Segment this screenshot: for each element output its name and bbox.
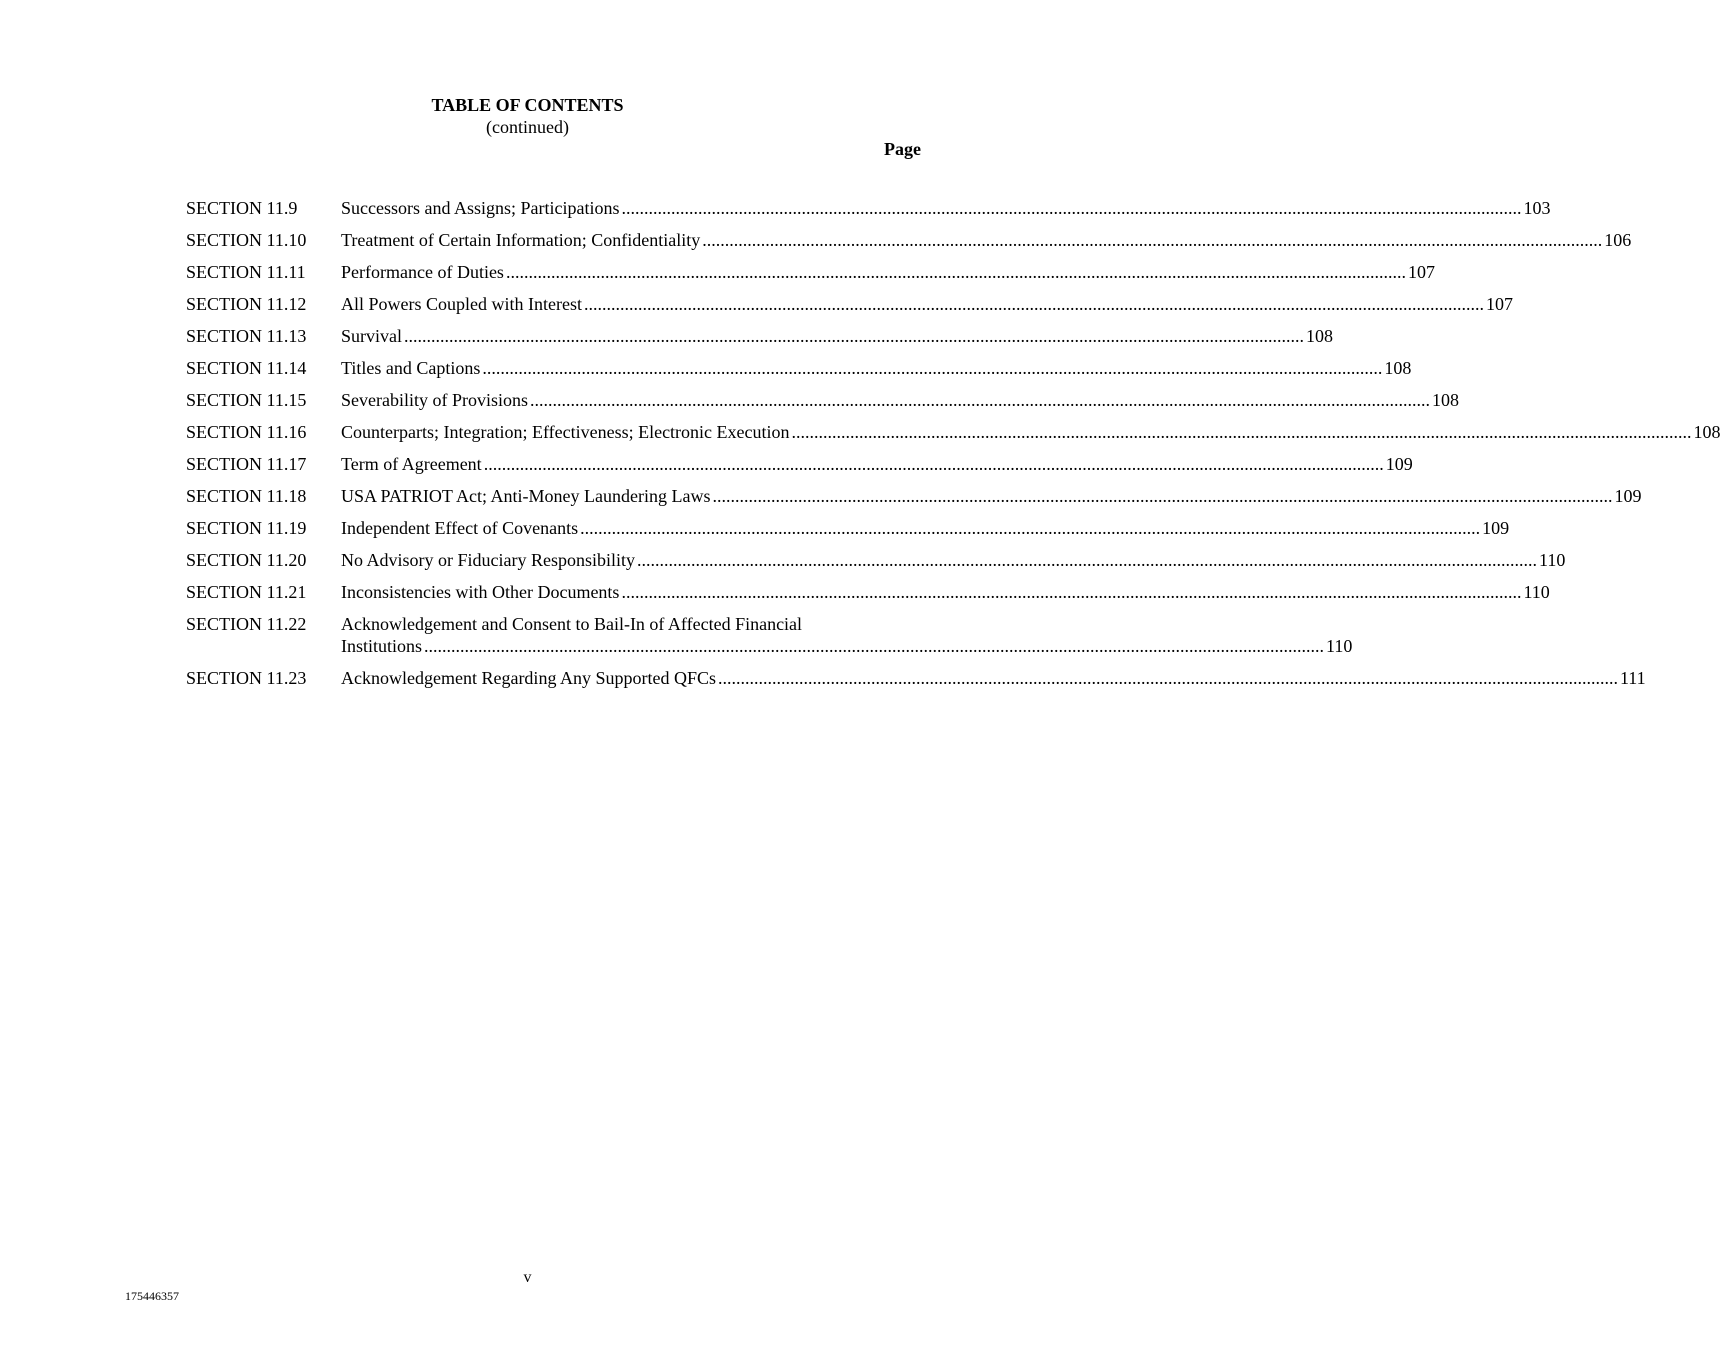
title-line — [341, 581, 1550, 603]
section-title: Term of Agreement — [341, 454, 482, 474]
section-body — [341, 485, 1642, 507]
page-number: 110 — [1539, 550, 1566, 570]
page-number: 108 — [1306, 326, 1333, 346]
toc-entry[interactable] — [186, 485, 1642, 507]
toc-title: TABLE OF CONTENTS — [431, 95, 624, 115]
dot-leader — [718, 667, 1618, 689]
page-number: 107 — [1407, 262, 1435, 282]
section-title: No Advisory or Fiduciary Responsibility — [341, 550, 635, 570]
section-number: SECTION 11.13 — [186, 326, 307, 346]
toc-entry[interactable] — [186, 549, 1566, 571]
dot-leader — [702, 229, 1602, 251]
section-title-line1: Acknowledgement and Consent to Bail-In of Affected Financial — [341, 614, 803, 634]
section-number: SECTION 11.9 — [186, 198, 298, 218]
toc-entry[interactable] — [186, 357, 1412, 379]
toc-entry[interactable] — [186, 261, 1435, 283]
title-line — [341, 485, 1642, 507]
dot-leader — [404, 325, 1304, 347]
dot-leader — [530, 389, 1430, 411]
toc-entry[interactable] — [186, 613, 1353, 657]
section-number: SECTION 11.14 — [186, 358, 307, 378]
section-title: All Powers Coupled with Interest — [341, 294, 582, 314]
title-line — [341, 357, 1412, 379]
toc-entry[interactable] — [186, 667, 1646, 689]
section-body — [341, 549, 1566, 571]
dot-leader — [792, 421, 1692, 443]
section-title: Performance of Duties — [341, 262, 504, 282]
section-body — [341, 613, 1353, 657]
dot-leader — [580, 517, 1480, 539]
section-title: Titles and Captions — [341, 358, 481, 378]
page-number: 109 — [1614, 486, 1642, 506]
section-number: SECTION 11.10 — [186, 230, 307, 250]
page-number: 109 — [1385, 454, 1413, 474]
toc-entry[interactable] — [186, 325, 1333, 347]
page-number: 106 — [1604, 230, 1632, 250]
section-body — [341, 325, 1333, 347]
page-number: 108 — [1384, 358, 1412, 378]
section-body — [341, 421, 1721, 443]
toc-entry[interactable] — [186, 421, 1721, 443]
page-number: 110 — [1523, 582, 1550, 602]
dot-leader — [584, 293, 1484, 315]
section-number: SECTION 11.21 — [186, 582, 307, 602]
section-title: Inconsistencies with Other Documents — [341, 582, 620, 602]
section-number: SECTION 11.19 — [186, 518, 307, 538]
toc-entry[interactable] — [186, 453, 1413, 475]
document-id: 175446357 — [125, 1289, 179, 1303]
dot-leader — [621, 197, 1521, 219]
title-line — [341, 517, 1510, 539]
section-title: Independent Effect of Covenants — [341, 518, 579, 538]
section-title: Treatment of Certain Information; Confidentiality — [341, 230, 701, 250]
section-title: Survival — [341, 326, 402, 346]
title-line — [341, 421, 1721, 443]
page-number: 111 — [1619, 668, 1646, 688]
section-title: Acknowledgement Regarding Any Supported QFCs — [341, 668, 716, 688]
section-number: SECTION 11.11 — [186, 262, 306, 282]
title-line — [341, 549, 1566, 571]
toc-entry[interactable] — [186, 293, 1513, 315]
section-body — [341, 581, 1550, 603]
section-body — [341, 517, 1510, 539]
page-number: 109 — [1482, 518, 1510, 538]
dot-leader — [506, 261, 1406, 283]
dot-leader — [484, 453, 1384, 475]
section-body — [341, 197, 1551, 219]
title-line — [341, 453, 1413, 475]
section-body — [341, 229, 1632, 251]
section-number: SECTION 11.18 — [186, 486, 307, 506]
toc-entry[interactable] — [186, 229, 1632, 251]
footer-page-number: v — [523, 1269, 532, 1286]
title-line — [341, 261, 1435, 283]
page-column-header: Page — [884, 139, 921, 159]
dot-leader — [424, 635, 1324, 657]
toc-entry[interactable] — [186, 581, 1550, 603]
title-line — [341, 229, 1632, 251]
dot-leader — [713, 485, 1613, 507]
toc-entry[interactable] — [186, 517, 1510, 539]
section-number: SECTION 11.17 — [186, 454, 307, 474]
toc-subtitle: (continued) — [486, 117, 569, 137]
title-line — [341, 197, 1551, 219]
section-title: Institutions — [341, 636, 423, 656]
toc-entry[interactable] — [186, 389, 1459, 411]
section-number: SECTION 11.12 — [186, 294, 307, 314]
section-number: SECTION 11.15 — [186, 390, 307, 410]
title-line — [341, 325, 1333, 347]
title-line — [341, 667, 1646, 689]
section-number: SECTION 11.16 — [186, 422, 307, 442]
page-number: 107 — [1485, 294, 1513, 314]
page-number: 103 — [1523, 198, 1551, 218]
page-number: 108 — [1693, 422, 1721, 442]
section-title: USA PATRIOT Act; Anti-Money Laundering Laws — [341, 486, 711, 506]
section-body — [341, 453, 1413, 475]
section-number: SECTION 11.22 — [186, 614, 307, 634]
dot-leader — [482, 357, 1382, 379]
section-body — [341, 293, 1513, 315]
toc-list — [186, 197, 1721, 699]
section-body — [341, 261, 1435, 283]
title-line — [341, 635, 1353, 657]
section-body — [341, 389, 1459, 411]
section-number: SECTION 11.20 — [186, 550, 307, 570]
section-title: Successors and Assigns; Participations — [341, 198, 620, 218]
page-number: 110 — [1326, 636, 1353, 656]
section-body — [341, 357, 1412, 379]
section-title: Severability of Provisions — [341, 390, 528, 410]
page-number: 108 — [1432, 390, 1459, 410]
section-number: SECTION 11.23 — [186, 668, 307, 688]
section-body — [341, 667, 1646, 689]
title-line — [341, 293, 1513, 315]
title-line — [341, 389, 1459, 411]
toc-entry[interactable] — [186, 197, 1551, 219]
dot-leader — [637, 549, 1537, 571]
dot-leader — [621, 581, 1521, 603]
section-title: Counterparts; Integration; Effectiveness; Electronic Execution — [341, 422, 790, 442]
